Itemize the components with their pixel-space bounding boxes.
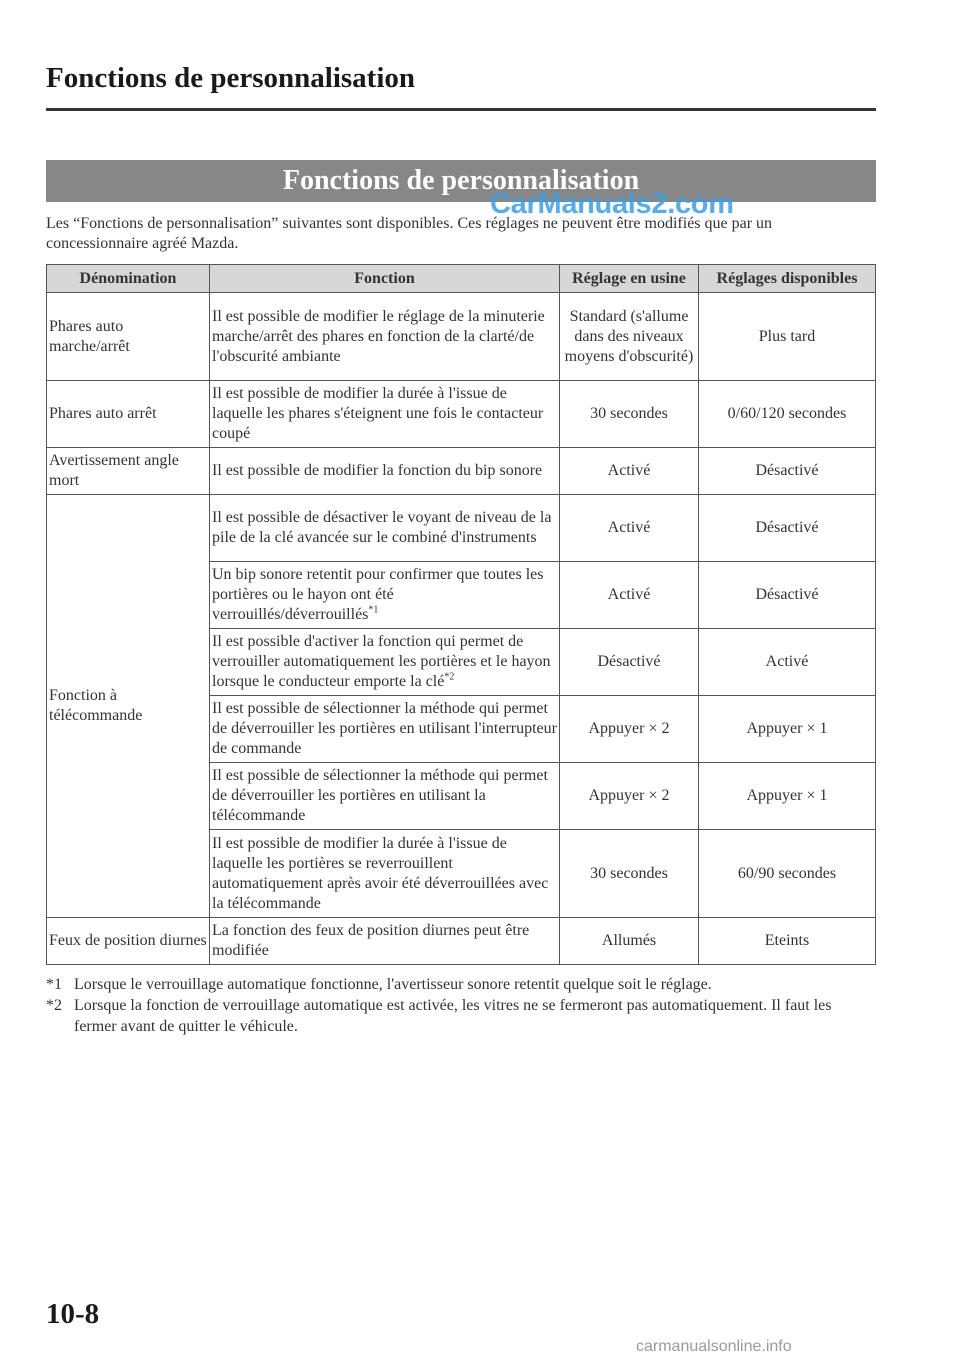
- cell-function: [210, 381, 560, 448]
- cell-factory: Allumés: [560, 918, 699, 965]
- footnote-text: Lorsque la fonction de verrouillage automatique est activée, les vitres ne se fermeront pas automatiquement. Il faut les fermer avant de quitter le véhicule.: [74, 997, 832, 1035]
- cell-available: Désactivé: [699, 562, 876, 629]
- running-header: Fonctions de personnalisation: [46, 62, 415, 94]
- watermark-carmanualsonline: carmanualsonline.info: [636, 1338, 792, 1355]
- header-available: Réglages disponibles: [699, 265, 876, 293]
- cell-available: Appuyer × 1: [699, 696, 876, 763]
- cell-factory: Activé: [560, 562, 699, 629]
- function-text: Il est possible de modifier le réglage de la minuterie marche/arrêt des phares en fonction de la clarté/de l'obscurité ambiante: [212, 307, 545, 365]
- cell-function: [210, 763, 560, 830]
- cell-factory: 30 secondes: [560, 381, 699, 448]
- cell-available: Plus tard: [699, 293, 876, 381]
- cell-factory: Standard (s'allume dans des niveaux moyens d'obscurité): [560, 293, 699, 381]
- footnote-ref: *1: [368, 604, 379, 616]
- cell-name: Feux de position diurnes: [47, 918, 210, 965]
- cell-function: [210, 696, 560, 763]
- cell-function: [210, 495, 560, 562]
- cell-available: Activé: [699, 629, 876, 696]
- cell-factory: Activé: [560, 495, 699, 562]
- settings-table: [46, 264, 876, 965]
- cell-available: Appuyer × 1: [699, 763, 876, 830]
- table-row: [47, 495, 876, 562]
- table-row: [47, 381, 876, 448]
- footnote-1: [46, 974, 876, 995]
- cell-function: [210, 448, 560, 495]
- cell-factory: Activé: [560, 448, 699, 495]
- function-text: Il est possible de désactiver le voyant de niveau de la pile de la clé avancée sur le combiné d'instruments: [212, 509, 552, 546]
- header-factory: Réglage en usine: [560, 265, 699, 293]
- footnote-mark: *2: [46, 997, 62, 1014]
- function-text: Il est possible de modifier la fonction du bip sonore: [212, 462, 543, 479]
- cell-factory: 30 secondes: [560, 830, 699, 918]
- intro-paragraph: Les “Fonctions de personnalisation” suivantes sont disponibles. Ces réglages ne peuvent être modifiés que par un concessionnaire agréé Mazda.: [46, 215, 773, 252]
- function-text: Il est possible de modifier la durée à l'issue de laquelle les phares s'éteignent une fois le contacteur coupé: [212, 385, 544, 442]
- footnote-ref: *2: [444, 671, 455, 683]
- cell-available: Désactivé: [699, 495, 876, 562]
- function-text: Un bip sonore retentit pour confirmer que toutes les portières ou le hayon ont été verrouillés/déverrouillés: [212, 566, 544, 623]
- table-header-row: [47, 265, 876, 293]
- table-row: [47, 918, 876, 965]
- cell-name: Phares auto marche/arrêt: [47, 293, 210, 381]
- footnote-2: [46, 995, 876, 1037]
- table-row: [47, 448, 876, 495]
- section-title: Fonctions de personnalisation: [46, 160, 876, 202]
- cell-name: Avertissement angle mort: [47, 448, 210, 495]
- function-text: Il est possible d'activer la fonction qui permet de verrouiller automatiquement les portières et le hayon lorsque le conducteur emporte la clé: [212, 633, 551, 690]
- cell-function: [210, 830, 560, 918]
- cell-available: Désactivé: [699, 448, 876, 495]
- header-function: Fonction: [210, 265, 560, 293]
- table-row: [47, 293, 876, 381]
- function-text: Il est possible de modifier la durée à l'issue de laquelle les portières se reverrouillent automatiquement après avoir été déverrouillées avec la télécommande: [212, 834, 549, 912]
- footnote-text: Lorsque le verrouillage automatique fonctionne, l'avertisseur sonore retentit quelque soit le réglage.: [74, 976, 712, 993]
- cell-factory: Appuyer × 2: [560, 696, 699, 763]
- function-text: La fonction des feux de position diurnes peut être modifiée: [212, 922, 530, 959]
- cell-available: 60/90 secondes: [699, 830, 876, 918]
- cell-available: Eteints: [699, 918, 876, 965]
- header-rule: [46, 108, 876, 111]
- footnote-mark: *1: [46, 976, 62, 993]
- cell-function: [210, 629, 560, 696]
- cell-factory: Appuyer × 2: [560, 763, 699, 830]
- footnotes: [46, 974, 876, 1037]
- cell-function: [210, 293, 560, 381]
- function-text: Il est possible de sélectionner la méthode qui permet de déverrouiller les portières en utilisant la télécommande: [212, 767, 548, 824]
- cell-function: [210, 562, 560, 629]
- function-text: Il est possible de sélectionner la méthode qui permet de déverrouiller les portières en utilisant l'interrupteur de commande: [212, 700, 557, 757]
- page-number: 10-8: [46, 1298, 100, 1330]
- cell-available: 0/60/120 secondes: [699, 381, 876, 448]
- cell-function: [210, 918, 560, 965]
- watermark-carmanuals2: CarManuals2.com: [490, 188, 734, 220]
- cell-factory: Désactivé: [560, 629, 699, 696]
- cell-name: Phares auto arrêt: [47, 381, 210, 448]
- cell-name: Fonction à télécommande: [47, 495, 210, 918]
- header-name: Dénomination: [47, 265, 210, 293]
